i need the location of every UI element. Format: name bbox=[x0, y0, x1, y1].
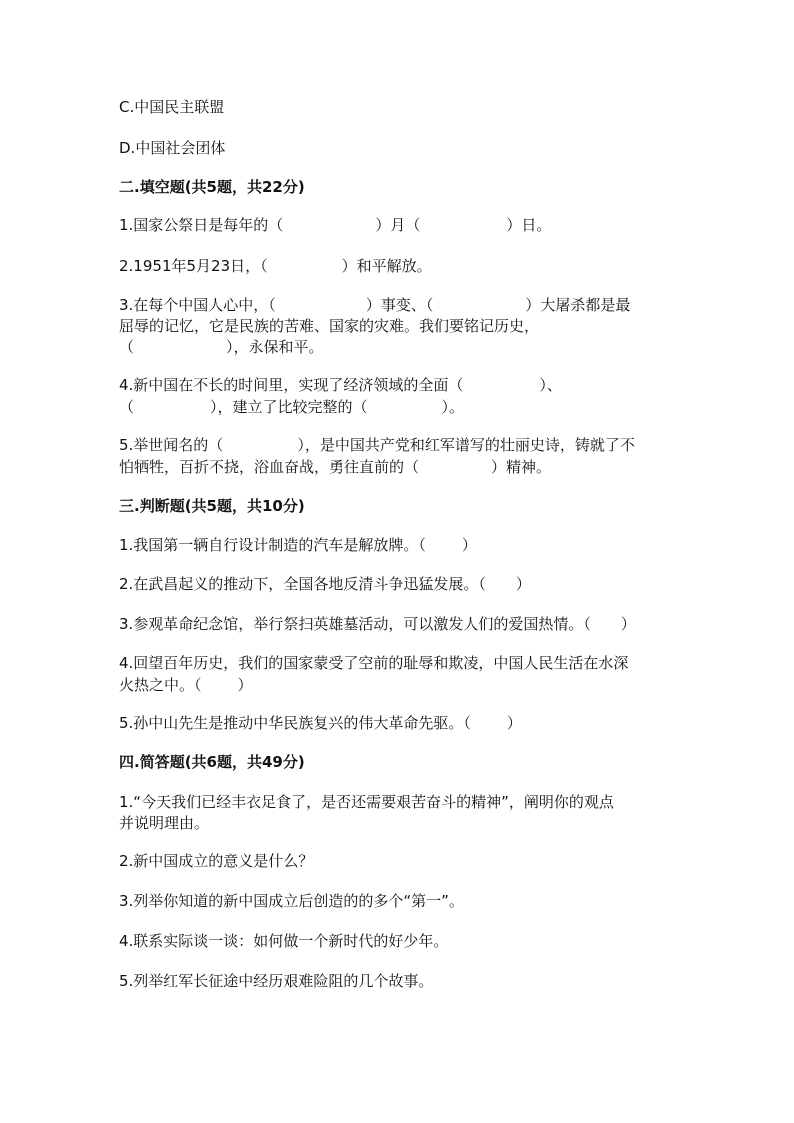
fill-question-4-line-1: 4.新中国在不长的时间里，实现了经济领域的全面（ ）、 bbox=[119, 376, 562, 394]
fill-question-2: 2.1951年5月23日，（ ）和平解放。 bbox=[119, 257, 432, 275]
option-d: D.中国社会团体 bbox=[119, 139, 226, 157]
fill-question-5-line-1: 5.举世闻名的（ ），是中国共产党和红军谱写的壮丽史诗，铸就了不 bbox=[119, 436, 635, 454]
fill-question-3-line-3: （ ），永保和平。 bbox=[119, 338, 324, 356]
section-fill-blank-heading: 二.填空题(共5题，共22分) bbox=[119, 178, 305, 196]
fill-question-1: 1.国家公祭日是每年的（ ）月（ ）日。 bbox=[119, 216, 552, 234]
fill-question-4-line-2: （ ），建立了比较完整的（ ）。 bbox=[119, 398, 465, 416]
judge-question-5: 5.孙中山先生是推动中华民族复兴的伟大革命先驱。（ ） bbox=[119, 714, 522, 732]
judge-question-3: 3.参观革命纪念馆，举行祭扫英雄墓活动，可以激发人们的爱国热情。（ ） bbox=[119, 615, 636, 633]
short-question-3: 3.列举你知道的新中国成立后创造的的多个“第一”。 bbox=[119, 892, 464, 910]
short-question-2: 2.新中国成立的意义是什么？ bbox=[119, 852, 314, 870]
judge-question-1: 1.我国第一辆自行设计制造的汽车是解放牌。（ ） bbox=[119, 536, 477, 554]
short-question-5: 5.列举红军长征途中经历艰难险阻的几个故事。 bbox=[119, 972, 434, 990]
short-question-4: 4.联系实际谈一谈：如何做一个新时代的好少年。 bbox=[119, 932, 449, 950]
fill-question-5-line-2: 怕牺牲，百折不挠，浴血奋战，勇往直前的（ ）精神。 bbox=[119, 458, 552, 476]
fill-question-3-line-2: 屈辱的记忆，它是民族的苦难、国家的灾难。我们要铭记历史， bbox=[119, 317, 540, 335]
section-short-answer-heading: 四.简答题(共6题，共49分) bbox=[119, 753, 305, 771]
judge-question-2: 2.在武昌起义的推动下，全国各地反清斗争迅猛发展。（ ） bbox=[119, 575, 531, 593]
fill-question-3-line-1: 3.在每个中国人心中，（ ）事变、（ ）大屠杀都是最 bbox=[119, 296, 631, 314]
section-true-false-heading: 三.判断题(共5题，共10分) bbox=[119, 497, 305, 515]
judge-question-4-line-1: 4.回望百年历史，我们的国家蒙受了空前的耻辱和欺凌，中国人民生活在水深 bbox=[119, 654, 629, 672]
short-question-1-line-2: 并说明理由。 bbox=[119, 814, 210, 832]
short-question-1-line-1: 1.“今天我们已经丰衣足食了，是否还需要艰苦奋斗的精神”，阐明你的观点 bbox=[119, 793, 614, 811]
judge-question-4-line-2: 火热之中。（ ） bbox=[119, 676, 253, 694]
option-c: C.中国民主联盟 bbox=[119, 98, 225, 116]
